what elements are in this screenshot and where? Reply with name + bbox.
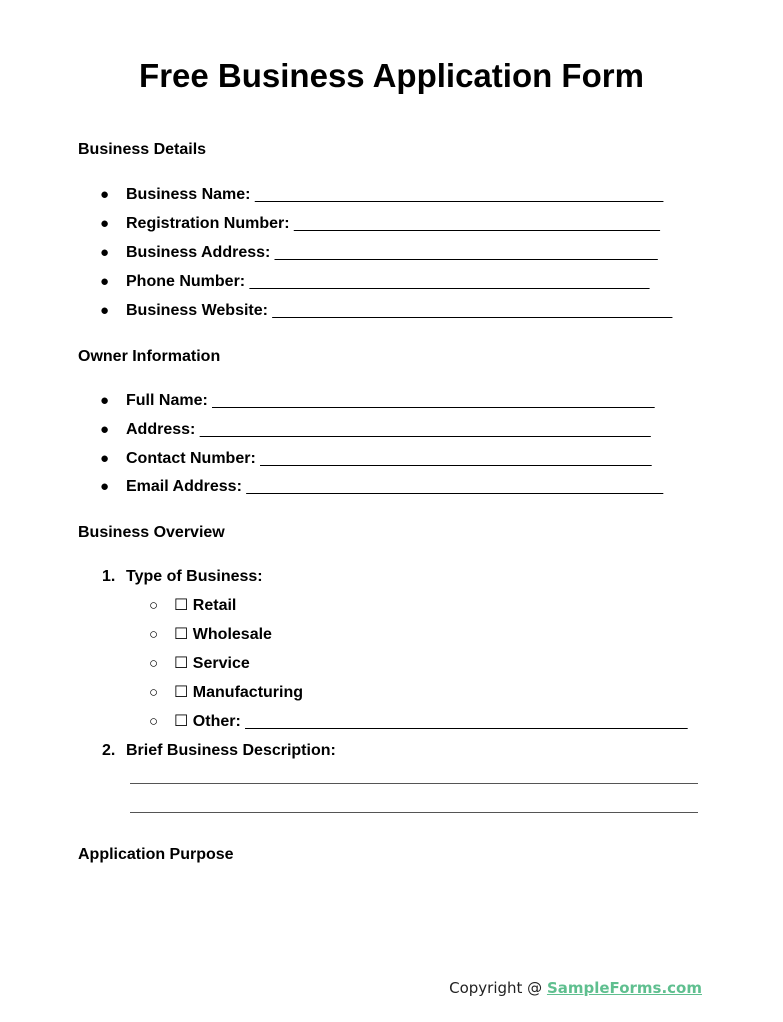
description-line-2[interactable] bbox=[130, 812, 698, 813]
section-heading-business-overview: Business Overview bbox=[78, 524, 225, 541]
circle-bullet-icon: ○ bbox=[149, 597, 159, 614]
bullet-icon: ● bbox=[100, 215, 110, 232]
option-label: Manufacturing bbox=[192, 684, 304, 701]
field-label: Registration Number: bbox=[126, 215, 290, 232]
brief-description-label: Brief Business Description: bbox=[126, 742, 336, 759]
bullet-icon: ● bbox=[100, 302, 110, 319]
checkbox-other[interactable]: ☐ bbox=[174, 713, 189, 730]
circle-bullet-icon: ○ bbox=[149, 684, 159, 701]
circle-bullet-icon: ○ bbox=[149, 626, 159, 643]
field-label: Email Address: bbox=[126, 478, 242, 495]
description-line-1[interactable] bbox=[130, 783, 698, 784]
list-number: 2. bbox=[102, 742, 116, 759]
field-label: Address: bbox=[126, 421, 196, 438]
brand-link[interactable]: SampleForms.com bbox=[546, 979, 702, 997]
checkbox-wholesale[interactable]: ☐ bbox=[174, 626, 189, 643]
checkbox-service[interactable]: ☐ bbox=[174, 655, 189, 672]
business-address-field[interactable]: _____________________________________________ bbox=[274, 244, 658, 261]
registration-number-field[interactable]: ___________________________________________ bbox=[294, 215, 660, 232]
section-heading-owner-information: Owner Information bbox=[78, 348, 221, 365]
field-label: Business Name: bbox=[126, 186, 251, 203]
field-label: Full Name: bbox=[126, 392, 208, 409]
option-label: Wholesale bbox=[192, 626, 272, 643]
type-of-business-label: Type of Business: bbox=[126, 568, 263, 585]
option-label: Retail bbox=[192, 597, 237, 614]
option-label: Other: bbox=[192, 713, 241, 730]
field-label: Phone Number: bbox=[126, 273, 246, 290]
circle-bullet-icon: ○ bbox=[149, 713, 159, 730]
section-heading-application-purpose: Application Purpose bbox=[78, 846, 234, 863]
bullet-icon: ● bbox=[100, 478, 110, 495]
business-website-field[interactable]: _______________________________________________ bbox=[272, 302, 672, 319]
list-number: 1. bbox=[102, 568, 116, 585]
field-label: Business Website: bbox=[126, 302, 268, 319]
field-label: Business Address: bbox=[126, 244, 271, 261]
field-label: Contact Number: bbox=[126, 450, 256, 467]
bullet-icon: ● bbox=[100, 273, 110, 290]
checkbox-retail[interactable]: ☐ bbox=[174, 597, 189, 614]
section-heading-business-details: Business Details bbox=[78, 141, 207, 158]
copyright-footer bbox=[449, 977, 702, 999]
email-address-field[interactable]: _________________________________________________ bbox=[246, 478, 663, 495]
page-title: Free Business Application Form bbox=[139, 57, 644, 94]
copyright-text: Copyright @ bbox=[449, 979, 547, 997]
business-name-field[interactable]: ________________________________________________ bbox=[254, 186, 663, 203]
checkbox-manufacturing[interactable]: ☐ bbox=[174, 684, 189, 701]
bullet-icon: ● bbox=[100, 244, 110, 261]
bullet-icon: ● bbox=[100, 186, 110, 203]
other-field[interactable]: ____________________________________________________ bbox=[245, 713, 688, 730]
bullet-icon: ● bbox=[100, 421, 110, 438]
bullet-icon: ● bbox=[100, 392, 110, 409]
address-field[interactable]: _____________________________________________________ bbox=[199, 421, 651, 438]
full-name-field[interactable]: ____________________________________________________ bbox=[212, 392, 655, 409]
circle-bullet-icon: ○ bbox=[149, 655, 159, 672]
contact-number-field[interactable]: ______________________________________________ bbox=[260, 450, 652, 467]
option-label: Service bbox=[192, 655, 250, 672]
bullet-icon: ● bbox=[100, 450, 110, 467]
phone-number-field[interactable]: _______________________________________________ bbox=[249, 273, 650, 290]
